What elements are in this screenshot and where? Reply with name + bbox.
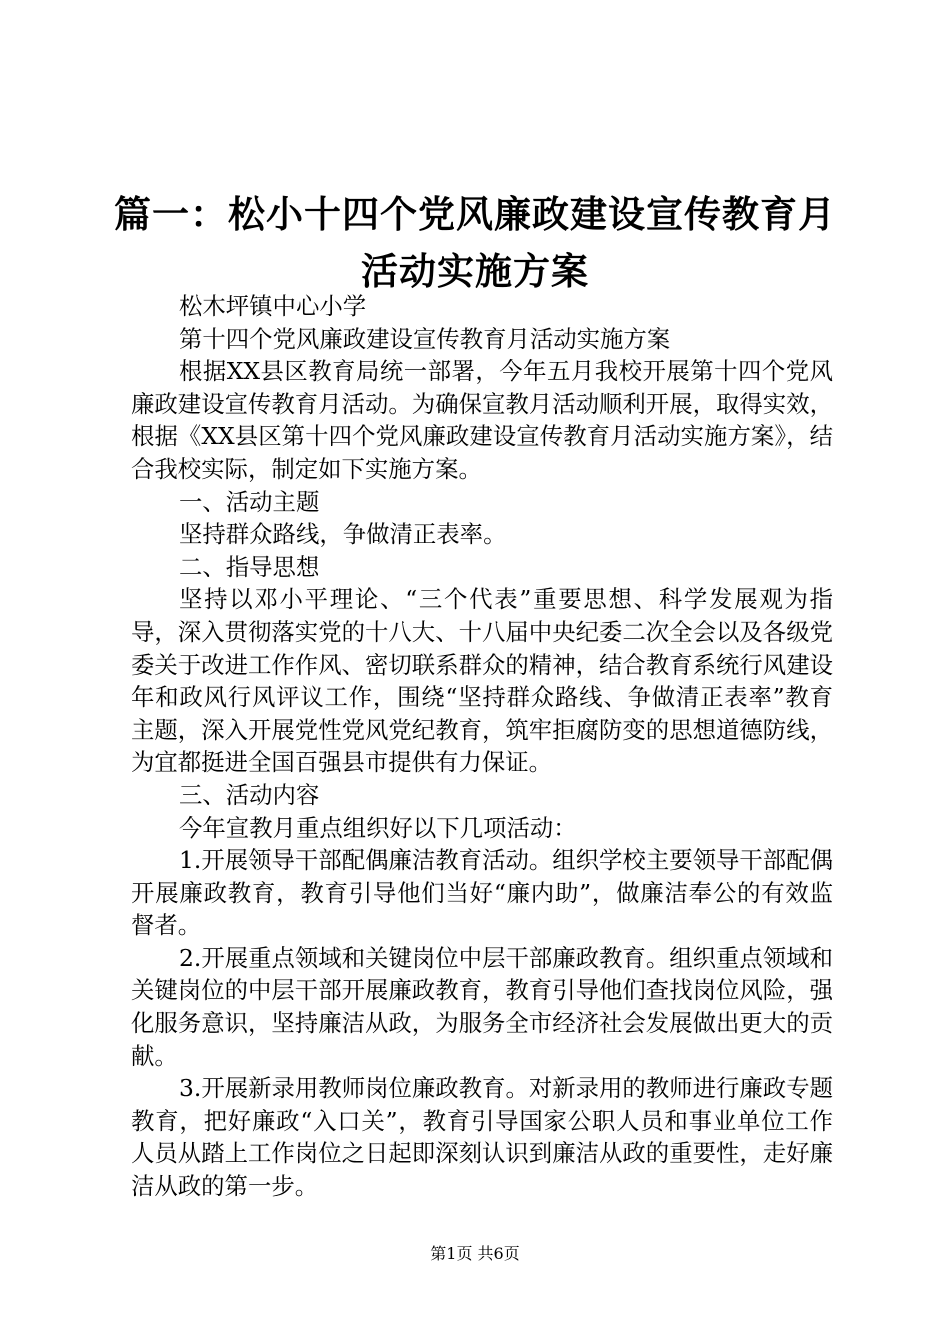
plan-subtitle: 第十四个党风廉政建设宣传教育月活动实施方案: [179, 324, 671, 353]
page-footer: 第1页 共6页: [430, 1244, 520, 1263]
school-name: 松木坪镇中心小学: [179, 292, 367, 320]
activity-item-3: 3.开展新录用教师岗位廉政教育。对新录用的教师进行廉政专题教育，把好廉政“入口关”，教育引导国家公职人员和事业单位工作人员从踏上工作岗位之日起即深刻认识到廉洁从政的重要性，走好廉洁从政的第一步。: [131, 1074, 833, 1201]
document-body: [131, 290, 833, 1203]
guiding-ideology-paragraph: 坚持以邓小平理论、“三个代表”重要思想、科学发展观为指导，深入贯彻落实党的十八大、十八届中央纪委二次全会以及各级党委关于改进工作作风、密切联系群众的精神，结合教育系统行风建设年和政风行风评议工作，围绕“坚持群众路线、争做清正表率”教育主题，深入开展党性党风党纪教育，筑牢拒腐防变的思想道德防线，为宜都挺进全国百强县市提供有力保证。: [131, 585, 833, 777]
section-heading-activities: 三、活动内容: [179, 780, 320, 809]
activity-item-1: 1.开展领导干部配偶廉洁教育活动。组织学校主要领导干部配偶开展廉政教育，教育引导他们当好“廉内助”，做廉洁奉公的有效监督者。: [131, 846, 833, 940]
activity-item-2: 2.开展重点领域和关键岗位中层干部廉政教育。组织重点领域和关键岗位的中层干部开展廉政教育，教育引导他们查找岗位风险，强化服务意识，坚持廉洁从政，为服务全市经济社会发展做出更大的贡献。: [131, 943, 833, 1070]
intro-paragraph: 根据XX县区教育局统一部署，今年五月我校开展第十四个党风廉政建设宣传教育月活动。为确保宣教月活动顺利开展，取得实效，根据《XX县区第十四个党风廉政建设宣传教育月活动实施方案》，结合我校实际，制定如下实施方案。: [131, 357, 833, 483]
activities-intro-paragraph: 今年宣教月重点组织好以下几项活动：: [179, 813, 577, 842]
document-title: 篇一：松小十四个党风廉政建设宣传教育月活动实施方案: [114, 193, 836, 293]
section-heading-guiding-ideology: 二、指导思想: [179, 552, 320, 581]
theme-paragraph: 坚持群众路线，争做清正表率。: [179, 520, 507, 549]
section-heading-theme: 一、活动主题: [179, 487, 320, 516]
